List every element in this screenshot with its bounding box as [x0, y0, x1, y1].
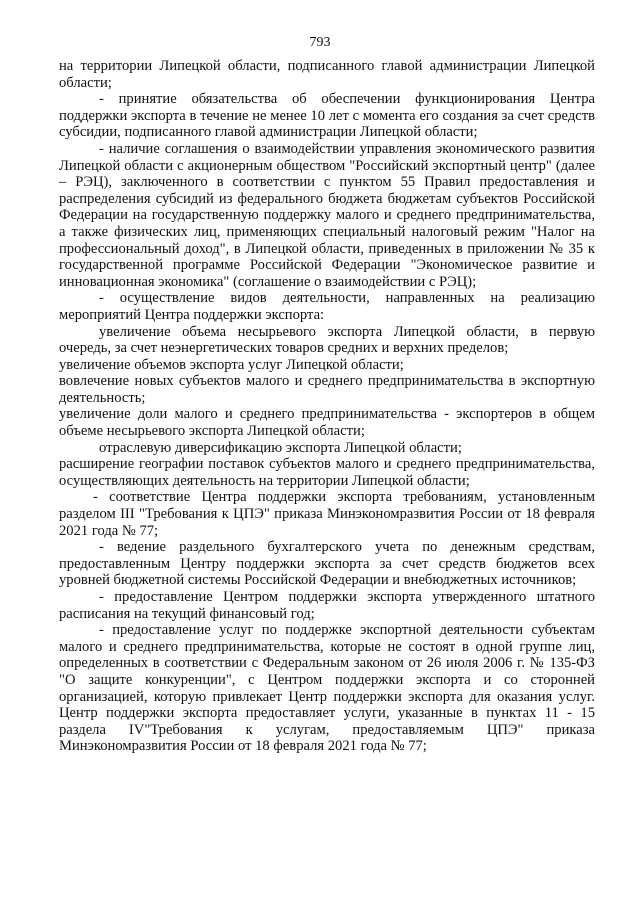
paragraph-compliance: - соответствие Центра поддержки экспорта требованиям, установленным разделом III "Требования к ЦПЭ" приказа Минэкономразвития России от 18 февраля 2021 года № 77;: [59, 489, 595, 539]
paragraph-obligation: - принятие обязательства об обеспечении функционирования Центра поддержки экспорта в течение не менее 10 лет с момента его создания за счет средств субсидии, подписанного главой администрации Липецкой области;: [59, 91, 595, 141]
paragraph-diversification: отраслевую диверсификацию экспорта Липецкой области;: [99, 439, 462, 456]
paragraph-activities: - осуществление видов деятельности, направленных на реализацию мероприятий Центра поддержки экспорта:: [59, 290, 595, 323]
page-number: 793: [309, 35, 331, 50]
paragraph-staffing: - предоставление Центром поддержки экспорта утвержденного штатного расписания на текущий финансовый год;: [59, 589, 595, 622]
paragraph-share-increase: увеличение доли малого и среднего предпринимательства - экспортеров в общем объеме несырьевого экспорта Липецкой области;: [59, 406, 595, 440]
paragraph-services-increase: увеличение объемов экспорта услуг Липецкой области;: [59, 356, 404, 373]
paragraph-geography: расширение географии поставок субъектов малого и среднего предпринимательства, осуществляющих деятельность на территории Липецкой области;: [59, 456, 595, 489]
document-body: [59, 58, 595, 755]
paragraph-accounting: - ведение раздельного бухгалтерского учета по денежным средствам, предоставленным Центру поддержки экспорта за счет средств бюджетов всех уровней бюджетной системы Российской Федерации и внебюджетных источников;: [59, 539, 595, 589]
paragraph-involvement: вовлечение новых субъектов малого и среднего предпринимательства в экспортную деятельность;: [59, 373, 595, 406]
paragraph-continuation: на территории Липецкой области, подписанного главой администрации Липецкой области;: [59, 58, 595, 91]
paragraph-services: - предоставление услуг по поддержке экспортной деятельности субъектам малого и среднего предпринимательства, которые не состоят в одной группе лиц, определенных в соответствии с Федеральным законом от 26 июля 2006 г. № 135-ФЗ "О защите конкуренции", с Центром поддержки экспорта и со сторонней организацией, которую привлекает Центр поддержки экспорта для оказания услуг. Центр поддержки экспорта предоставляет услуги, указанные в пунктах 11 - 15 раздела IV"Требования к услугам, предоставляемым ЦПЭ" приказа Минэкономразвития России от 18 февраля 2021 года № 77;: [59, 622, 595, 755]
paragraph-agreement-rec: - наличие соглашения о взаимодействии управления экономического развития Липецкой области с акционерным обществом "Российский экспортный центр" (далее – РЭЦ), заключенного в соответствии с пунктом 55 Правил предоставления и распределения субсидий из федерального бюджета бюджетам субъектов Российской Федерации на государственную поддержку малого и среднего предпринимательства, а также физических лиц, применяющих специальный налоговый режим "Налог на профессиональный доход", в Липецкой области, приведенных в приложении № 35 к государственной программе Российской Федерации "Экономическое развитие и инновационная экономика" (соглашение о взаимодействии с РЭЦ);: [59, 140, 595, 290]
paragraph-export-increase: увеличение объема несырьевого экспорта Липецкой области, в первую очередь, за счет неэнергетических товаров средних и верхних пределов;: [59, 323, 595, 357]
